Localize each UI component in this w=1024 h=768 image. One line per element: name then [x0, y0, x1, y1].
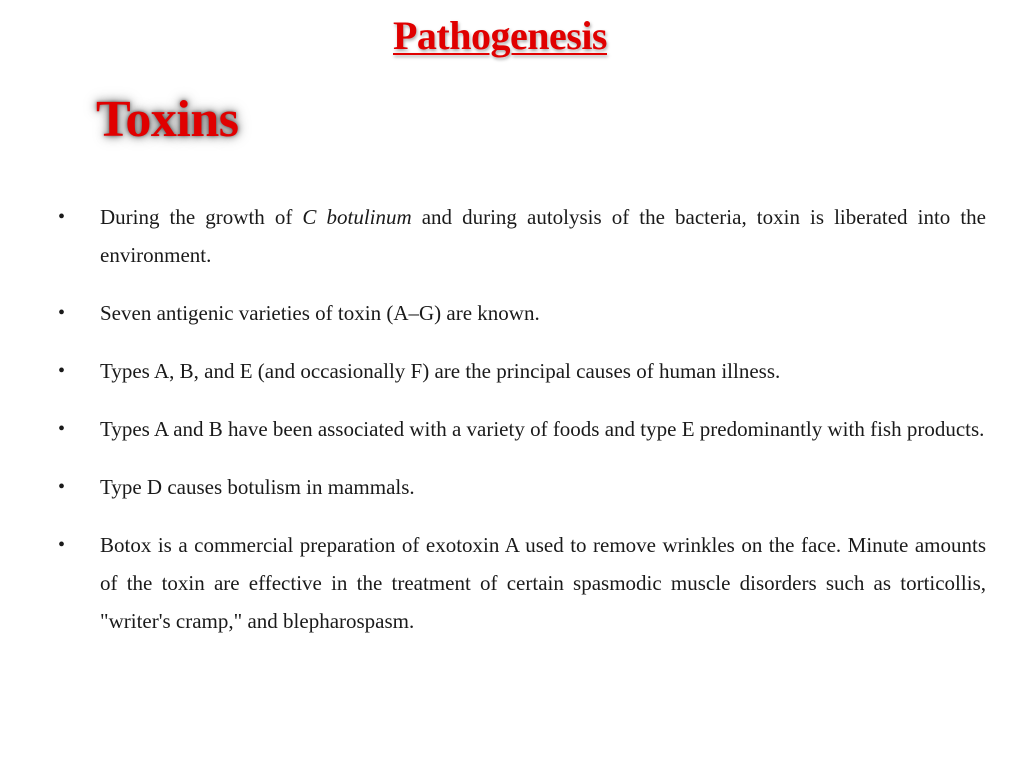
bullet-marker: •	[58, 206, 66, 228]
slide-title	[0, 10, 1000, 62]
slide-title-text: Pathogenesis	[393, 13, 607, 58]
bullet-item	[58, 198, 986, 274]
bullet-text-end: and during autolysis of the bacteria, toxin is liberated into the environment.	[100, 205, 986, 267]
bullet-item	[58, 526, 986, 640]
organism-name: C botulinum	[302, 205, 412, 229]
bullet-text: Botox is a commercial preparation of exotoxin A used to remove wrinkles on the face. Minute amounts of the toxin are effective in the treatment of certain spasmodic muscle disorders such as torticollis, "writer's cramp," and blepharospasm.	[100, 533, 986, 633]
bullet-text: Type D causes botulism in mammals.	[100, 475, 415, 499]
bullet-item	[58, 410, 986, 448]
bullet-marker: •	[58, 360, 66, 382]
bullet-list	[58, 198, 986, 660]
bullet-marker: •	[58, 418, 66, 440]
bullet-marker: •	[58, 476, 66, 498]
bullet-text: Seven antigenic varieties of toxin (A–G) are known.	[100, 301, 540, 325]
bullet-item	[58, 352, 986, 390]
section-heading: Toxins	[96, 91, 239, 148]
bullet-item	[58, 294, 986, 332]
bullet-item	[58, 468, 986, 506]
bullet-text: Types A, B, and E (and occasionally F) are the principal causes of human illness.	[100, 359, 781, 383]
bullet-text-start: During the growth of	[100, 205, 303, 229]
bullet-marker: •	[58, 302, 66, 324]
bullet-marker: •	[58, 534, 66, 556]
bullet-text: Types A and B have been associated with a variety of foods and type E predominantly with fish products.	[100, 417, 985, 441]
